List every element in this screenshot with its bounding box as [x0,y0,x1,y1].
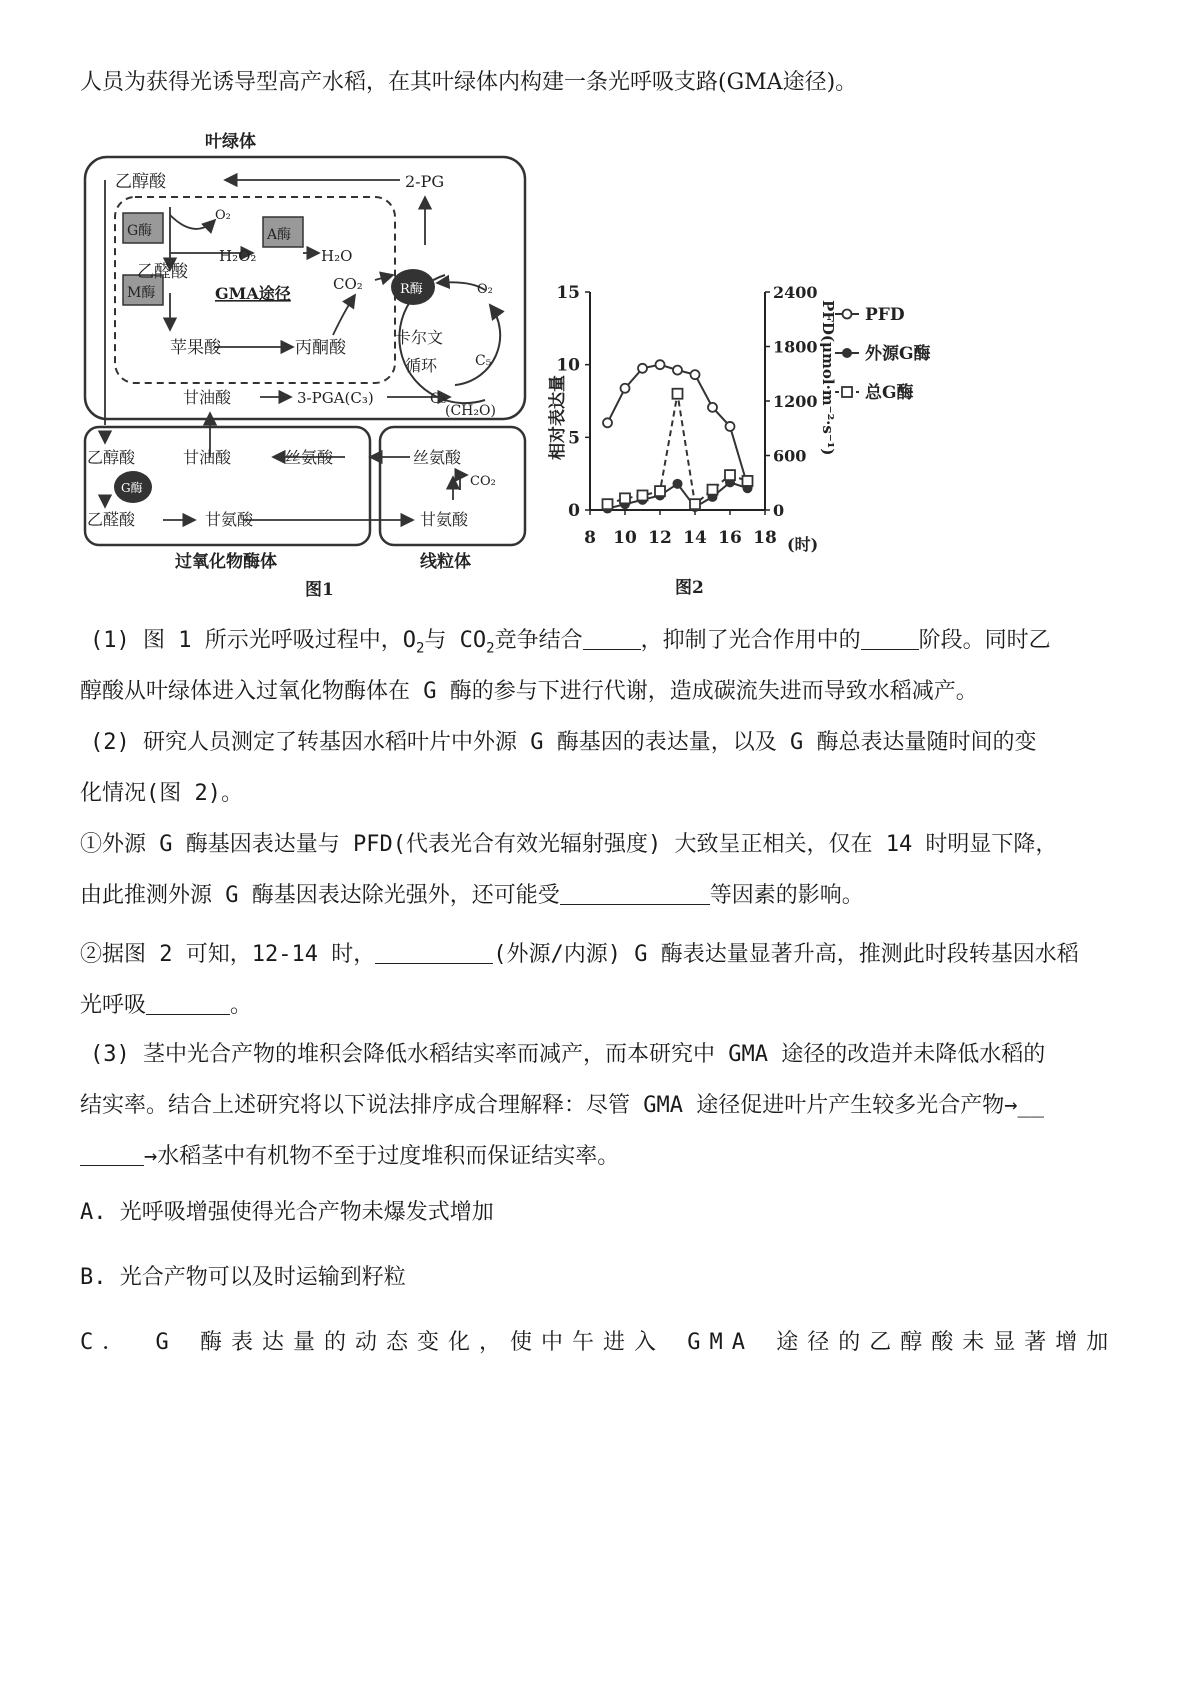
legend-marker-exogenous [842,348,852,358]
q3-line2: 结实率。结合上述研究将以下说法排序成合理解释：尽管 GMA 途径促进叶片产生较多光合产物→__ [80,1093,1044,1118]
node-c3: C₃ [430,391,447,407]
q1-line2: 醇酸从叶绿体进入过氧化物酶体在 G 酶的参与下进行代谢，造成碳流失进而导致水稻减产。 [80,679,978,704]
series-point-total [638,490,648,500]
series-point-total [743,476,753,486]
q2-sub2-line1 [80,940,1079,970]
q2-sub1-line2 [80,881,864,911]
series-point-pfd [691,370,700,379]
q2-blank-1[interactable] [560,882,710,905]
chloroplast-label: 叶绿体 [205,132,256,152]
node-calvin: 卡尔文 [395,328,444,347]
node-g-enzyme-p: G酶 [121,481,143,495]
q1-text-a: (1) 图 1 所示光呼吸过程中，O [90,628,416,653]
node-r-enzyme: R酶 [400,282,423,297]
right-tick-label: 0 [773,501,785,520]
node-malate: 苹果酸 [170,338,221,358]
node-o2-a: O₂ [215,208,231,223]
figure2-xunit: (时) [787,535,819,554]
node-2pg: 2-PG [405,172,445,191]
q2-sub1-line1: ①外源 G 酶基因表达量与 PFD(代表光合有效光辐射强度) 大致呈正相关，仅在 14 时明显下降， [80,832,1058,857]
series-point-pfd [656,360,665,369]
series-point-total [708,485,718,495]
left-tick-label: 5 [568,428,580,449]
q2-sub2-text-d: 。 [230,993,253,1018]
node-o2-b: O₂ [477,282,493,297]
option-c: C． G 酶表达量的动态变化，使中午进入 GMA 途径的乙醇酸未显著增加 [80,1330,1118,1355]
series-point-total [673,389,683,399]
node-glycine-m: 甘氨酸 [420,510,469,529]
gma-label: GMA途径 [215,284,291,303]
q2-sub1-text-a: 由此推测外源 G 酶基因表达除光强外，还可能受 [80,883,560,908]
node-glycine-p: 甘氨酸 [205,510,254,529]
x-tick-label: 18 [753,528,777,548]
q3-line3 [80,1142,619,1172]
q1-line1: (1) 图 1 所示光呼吸过程中，$O_2$与 $CO_2$竞争结合 ，抑制了光合作用中的 阶段。同时乙 [90,628,1051,657]
figure2-ylabel-right: PFD(μmol·m⁻²·s⁻¹) [819,300,837,456]
node-glycerate-p: 甘油酸 [183,448,232,467]
q2-line2: 化情况(图 2)。 [80,781,243,806]
node-ch2o: (CH₂O) [445,403,496,419]
node-glycolate-p: 乙醇酸 [87,448,136,467]
right-tick-label: 1800 [773,337,818,357]
series-point-pfd [638,364,647,373]
q1-blank-2[interactable] [861,627,919,650]
figure1-caption: 图1 [305,580,334,600]
left-tick-label: 15 [556,283,580,303]
node-h2o2: H₂O₂ [219,247,257,265]
x-tick-label: 10 [613,528,637,548]
x-tick-label: 16 [718,528,742,548]
node-glycolate-top: 乙醇酸 [115,172,166,192]
q1-text-d: ，抑制了光合作用中的 [640,628,861,653]
q3-line1: (3) 茎中光合产物的堆积会降低水稻结实率而减产，而本研究中 GMA 途径的改造并未降低水稻的 [90,1042,1046,1067]
x-tick-label: 14 [683,528,707,548]
series-point-total [690,499,700,509]
legend-label-1: 外源G酶 [865,344,931,364]
series-point-pfd [726,422,735,431]
legend-label-0: PFD [865,305,905,325]
node-glyoxylate-p: 乙醛酸 [87,510,136,529]
series-point-pfd [603,418,612,427]
series-point-total [655,486,665,496]
q2-line1: (2) 研究人员测定了转基因水稻叶片中外源 G 酶基因的表达量，以及 G 酶总表达量随时间的变 [90,730,1037,755]
node-pyruvate: 丙酮酸 [295,338,346,358]
node-pga: 3-PGA(C₃) [297,389,374,407]
node-co2-a: CO₂ [333,275,363,293]
x-tick-label: 12 [648,528,672,548]
legend-marker-pfd [843,310,852,319]
q2-blank-3[interactable] [146,992,230,1015]
node-a-enzyme: A酶 [267,227,292,243]
intro-text: 人员为获得光诱导型高产水稻，在其叶绿体内构建一条光呼吸支路(GMA途径)。 [80,70,858,95]
q2-sub2-text-b: (外源/内源) G 酶表达量显著升高，推测此时段转基因水稻 [493,942,1079,967]
node-g-enzyme: G酶 [127,223,153,239]
q1-blank-1[interactable] [583,627,641,650]
series-point-pfd [708,403,717,412]
right-tick-label: 2400 [773,283,818,302]
x-tick-label: 8 [584,528,596,548]
q3-text-line3: →水稻茎中有机物不至于过度堆积而保证结实率。 [144,1144,620,1169]
figure2-chart [535,270,965,610]
peroxisome-label: 过氧化物酶体 [175,552,277,572]
legend-label-2: 总G酶 [865,383,914,403]
legend-marker-total [842,387,852,397]
q1-text-b: 与 CO [424,628,487,653]
node-h2o: H₂O [321,247,353,265]
node-c5: C₅ [475,353,492,369]
q2-sub2-line2 [80,991,252,1021]
option-a: A. 光呼吸增强使得光合产物未爆发式增加 [80,1200,494,1225]
node-serine-m: 丝氨酸 [413,448,462,467]
q2-sub2-text-a: ②据图 2 可知，12-14 时， [80,942,376,967]
right-tick-label: 600 [773,446,807,466]
q2-sub2-text-c: 光呼吸 [80,993,147,1018]
figure1-diagram [75,125,615,605]
figure2-caption: 图2 [675,578,704,598]
series-point-pfd [621,384,630,393]
node-glycerate-a: 甘油酸 [183,388,232,407]
q1-text-e: 阶段。同时乙 [918,628,1051,653]
series-point-pfd [673,366,682,375]
q2-blank-2[interactable] [375,941,493,964]
right-tick-label: 1200 [773,392,818,411]
option-b: B. 光合产物可以及时运输到籽粒 [80,1265,406,1290]
series-point-total [603,499,613,509]
left-tick-label: 10 [556,355,580,376]
node-serine-p: 丝氨酸 [285,448,334,467]
q3-blank-1[interactable] [80,1143,144,1166]
q1-text-c: 竞争结合 [494,628,583,653]
series-point-total [620,493,630,503]
node-glyoxylate: 乙醛酸 [137,262,188,282]
node-cycle: 循环 [405,356,438,375]
q2-sub1-text-b: 等因素的影响。 [709,883,864,908]
left-tick-label: 0 [568,501,580,521]
mitochondrion-label: 线粒体 [420,552,471,572]
series-point-total [725,470,735,480]
figure2-ylabel-left: 相对表达量 [548,375,568,460]
node-m-enzyme: M酶 [127,285,156,301]
series-point-exogenous [673,479,683,489]
node-co2-m: CO₂ [470,474,496,489]
